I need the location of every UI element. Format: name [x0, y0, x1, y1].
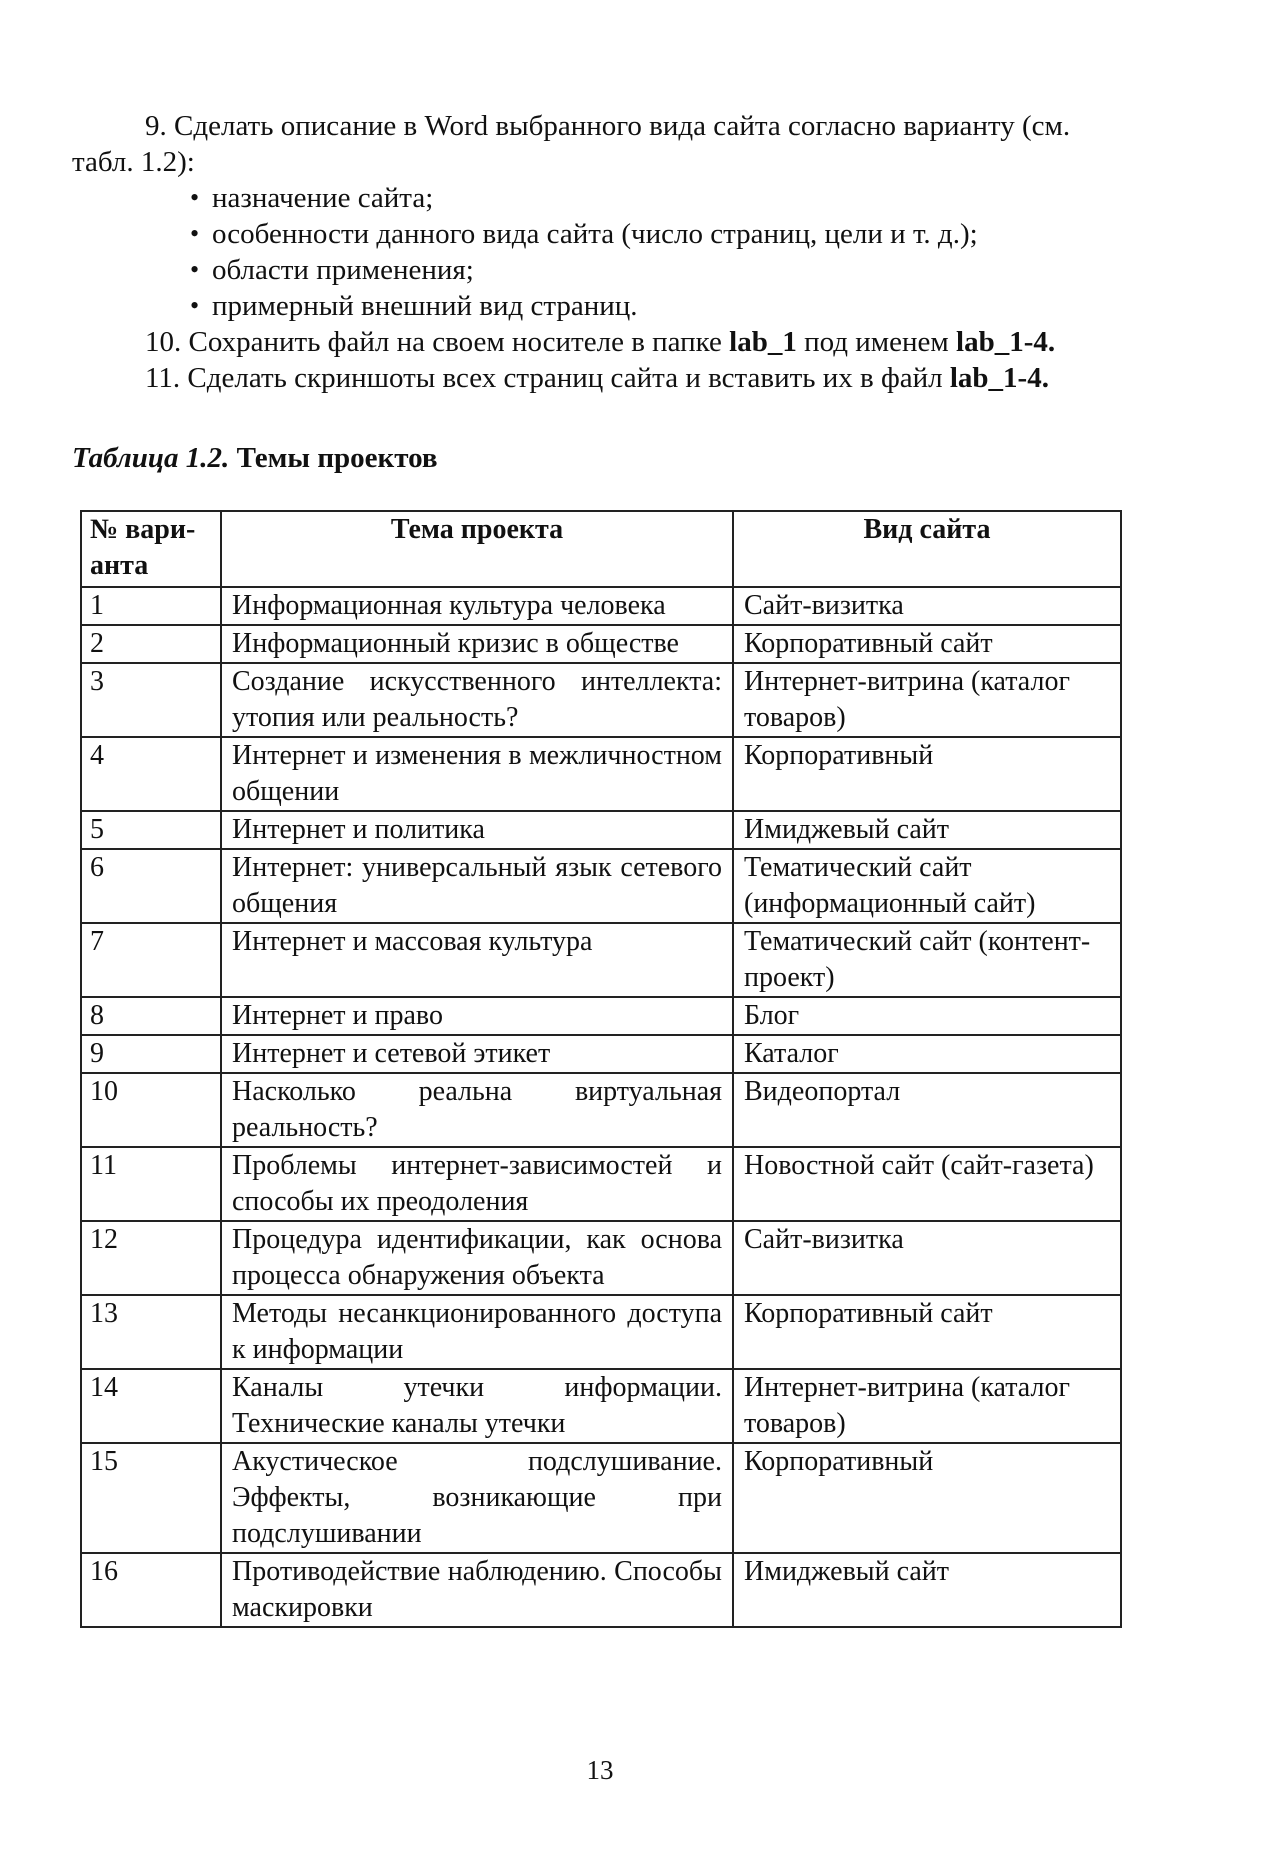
table-row	[81, 811, 1121, 849]
table-row	[81, 849, 1121, 923]
variant-number-cell: 5	[81, 811, 221, 849]
topic-cell: Интернет: универсальный язык сетевого общения	[221, 849, 733, 923]
bullet-list	[72, 180, 1132, 324]
step-10-filename: lab_1-4.	[956, 326, 1056, 358]
table-row	[81, 997, 1121, 1035]
table-header-row	[81, 511, 1121, 587]
site-type-cell: Имиджевый сайт	[733, 811, 1121, 849]
table-caption-title: Темы проектов	[236, 442, 438, 474]
variant-number-cell: 3	[81, 663, 221, 737]
variant-number-cell: 12	[81, 1221, 221, 1295]
table-row	[81, 587, 1121, 625]
variant-number-cell: 4	[81, 737, 221, 811]
site-type-cell: Сайт-визитка	[733, 1221, 1121, 1295]
topic-cell: Интернет и право	[221, 997, 733, 1035]
step-10-prefix: 10. Сохранить файл на своем носителе в папке	[145, 326, 730, 358]
table-caption-label: Таблица 1.2.	[72, 442, 230, 474]
variant-number-cell: 9	[81, 1035, 221, 1073]
site-type-cell: Корпоративный сайт	[733, 625, 1121, 663]
variant-number-cell: 6	[81, 849, 221, 923]
header-site-type: Вид сайта	[733, 511, 1121, 587]
table-row	[81, 625, 1121, 663]
topic-cell: Информационная культура человека	[221, 587, 733, 625]
table-row	[81, 737, 1121, 811]
topic-cell: Интернет и массовая культура	[221, 923, 733, 997]
site-type-cell: Новостной сайт (сайт-газета)	[733, 1147, 1121, 1221]
bullet-item: • примерный внешний вид страниц.	[72, 288, 1132, 324]
variant-number-cell: 16	[81, 1553, 221, 1627]
header-variant-number: № вари- анта	[81, 511, 221, 587]
variant-number-cell: 7	[81, 923, 221, 997]
header-project-topic: Тема проекта	[221, 511, 733, 587]
bullet-item: • области применения;	[72, 252, 1132, 288]
table-row	[81, 923, 1121, 997]
variant-number-cell: 11	[81, 1147, 221, 1221]
topic-cell: Процедура идентификации, как основа процесса обнаружения объекта	[221, 1221, 733, 1295]
step-10-folder: lab_1	[729, 326, 797, 358]
table-row	[81, 1147, 1121, 1221]
variant-number-cell: 14	[81, 1369, 221, 1443]
table-row	[81, 1443, 1121, 1553]
topic-cell: Информационный кризис в обществе	[221, 625, 733, 663]
site-type-cell: Корпоративный	[733, 737, 1121, 811]
site-type-cell: Сайт-визитка	[733, 587, 1121, 625]
table-body	[81, 587, 1121, 1627]
step-9-line-2: табл. 1.2):	[72, 146, 195, 178]
topic-cell: Каналы утечки информации. Технические каналы утечки	[221, 1369, 733, 1443]
step-11-prefix: 11. Сделать скриншоты всех страниц сайта и вставить их в файл	[145, 362, 950, 394]
site-type-cell: Корпоративный сайт	[733, 1295, 1121, 1369]
variant-number-cell: 10	[81, 1073, 221, 1147]
topic-cell: Насколько реальна виртуальная реальность?	[221, 1073, 733, 1147]
topic-cell: Интернет и политика	[221, 811, 733, 849]
site-type-cell: Тематический сайт (информационный сайт)	[733, 849, 1121, 923]
page-number: 13	[586, 1755, 614, 1785]
topic-cell: Проблемы интернет-зависимостей и способы их преодоления	[221, 1147, 733, 1221]
step-10-middle: под именем	[796, 326, 957, 358]
topic-cell: Интернет и изменения в межличностном общении	[221, 737, 733, 811]
variant-number-cell: 2	[81, 625, 221, 663]
step-11	[72, 360, 1132, 396]
variant-number-cell: 13	[81, 1295, 221, 1369]
topic-cell: Методы несанкционированного доступа к информации	[221, 1295, 733, 1369]
bullet-item: • особенности данного вида сайта (число страниц, цели и т. д.);	[72, 216, 1132, 252]
table-row	[81, 663, 1121, 737]
site-type-cell: Корпоративный	[733, 1443, 1121, 1553]
table-row	[81, 1035, 1121, 1073]
table-caption	[72, 440, 438, 476]
site-type-cell: Блог	[733, 997, 1121, 1035]
table-row	[81, 1553, 1121, 1627]
variant-number-cell: 1	[81, 587, 221, 625]
project-topics-table	[80, 510, 1122, 1628]
site-type-cell: Тематический сайт (контент-проект)	[733, 923, 1121, 997]
site-type-cell: Имиджевый сайт	[733, 1553, 1121, 1627]
topic-cell: Акустическое подслушивание. Эффекты, возникающие при подслушивании	[221, 1443, 733, 1553]
topic-cell: Противодействие наблюдению. Способы маскировки	[221, 1553, 733, 1627]
variant-number-cell: 8	[81, 997, 221, 1035]
table-row	[81, 1073, 1121, 1147]
site-type-cell: Видеопортал	[733, 1073, 1121, 1147]
site-type-cell: Интернет-витрина (каталог товаров)	[733, 1369, 1121, 1443]
bullet-item: • назначение сайта;	[72, 180, 1132, 216]
topic-cell: Создание искусственного интеллекта: утопия или реальность?	[221, 663, 733, 737]
variant-number-cell: 15	[81, 1443, 221, 1553]
instructions-block	[72, 108, 1132, 396]
step-10	[72, 324, 1132, 360]
topic-cell: Интернет и сетевой этикет	[221, 1035, 733, 1073]
table-row	[81, 1369, 1121, 1443]
table-row	[81, 1221, 1121, 1295]
step-9-line-1: 9. Сделать описание в Word выбранного вида сайта согласно варианту (см.	[145, 110, 1071, 142]
table-row	[81, 1295, 1121, 1369]
site-type-cell: Интернет-витрина (каталог товаров)	[733, 663, 1121, 737]
step-11-filename: lab_1-4.	[949, 362, 1049, 394]
site-type-cell: Каталог	[733, 1035, 1121, 1073]
